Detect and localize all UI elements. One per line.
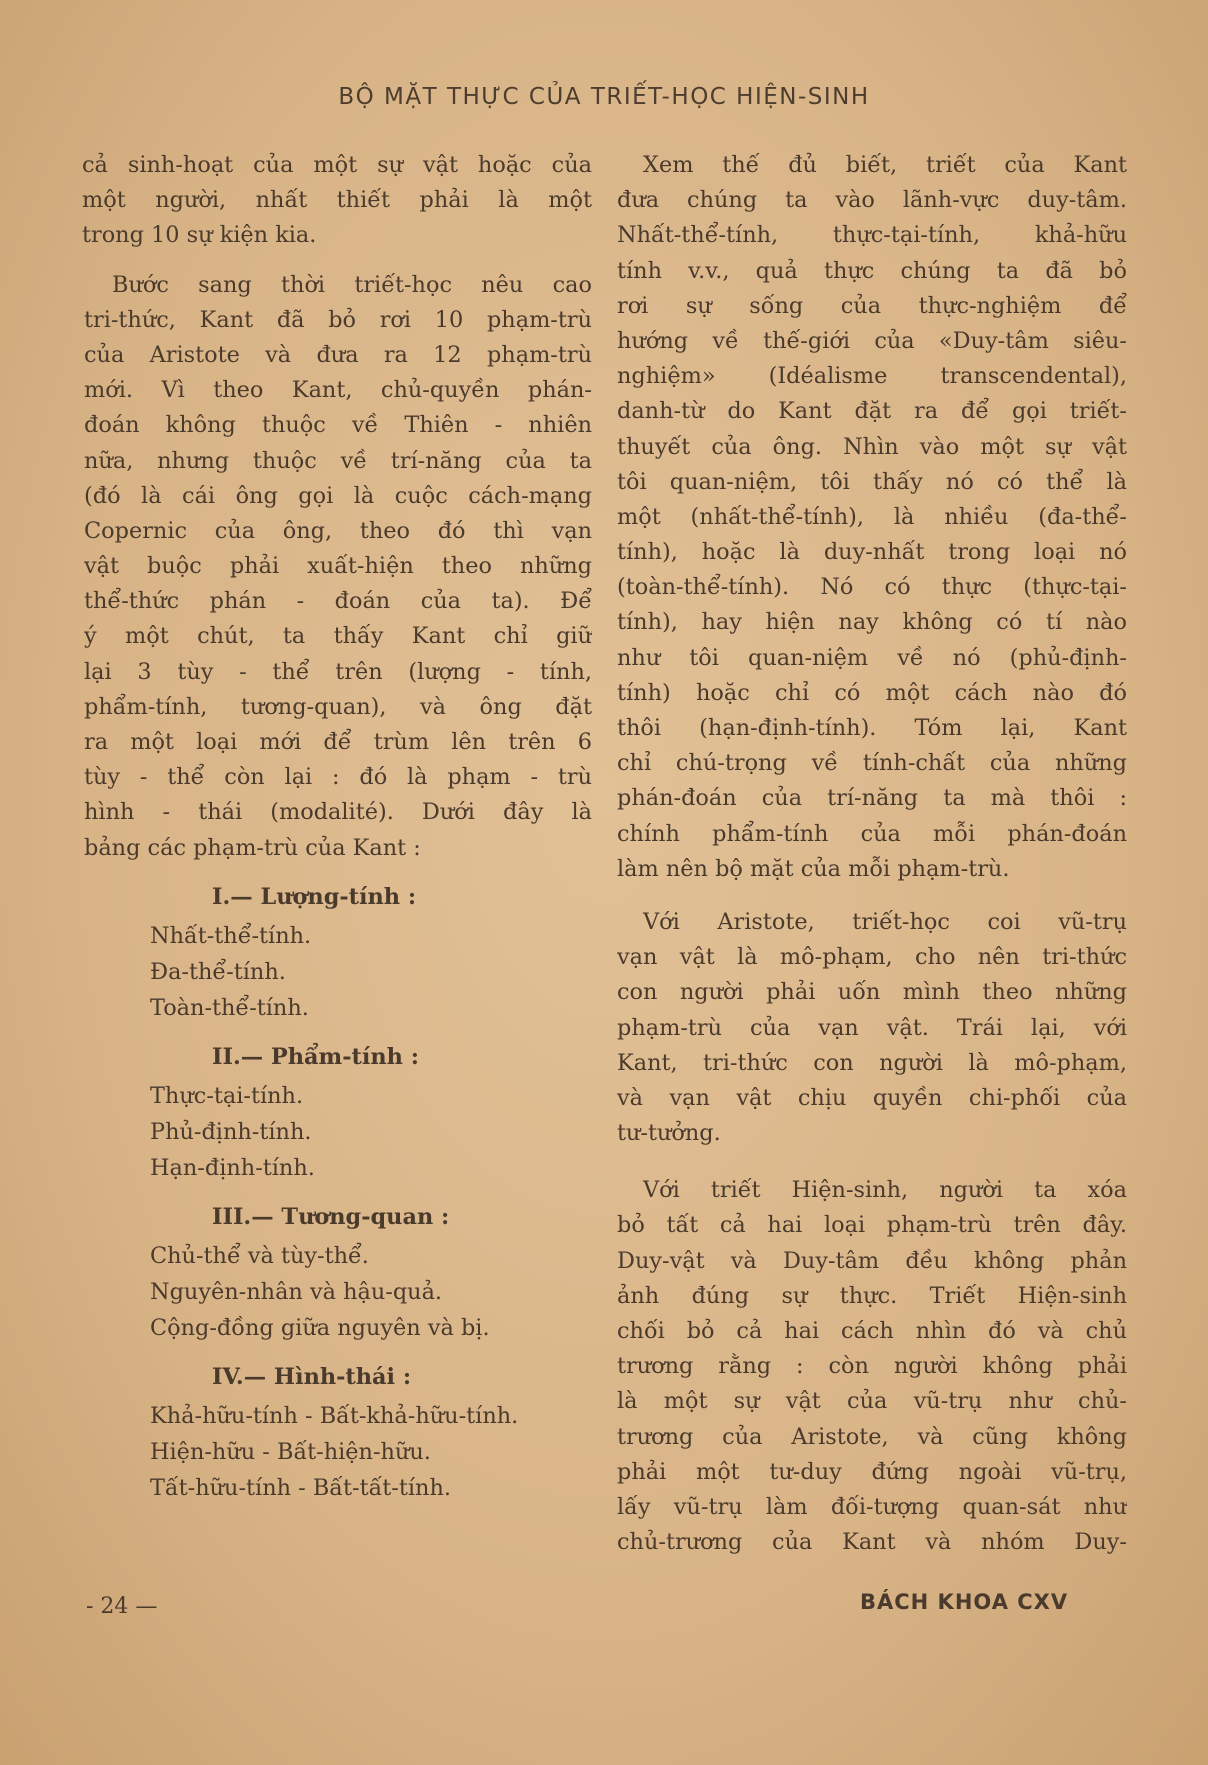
text-line: Copernic của ông, theo đó thì vạn — [84, 517, 592, 544]
category-item: Chủ-thể và tùy-thể. — [150, 1242, 369, 1269]
text-line: một (nhất-thể-tính), là nhiều (đa-thể- — [617, 503, 1127, 530]
text-line: tính), hoặc là duy-nhất trong loại nó — [617, 539, 1127, 566]
category-table — [82, 878, 592, 1506]
text-line: chỉ chú-trọng về tính-chất của những — [617, 750, 1127, 777]
text-line: hình - thái (modalité). Dưới đây là — [84, 799, 592, 826]
text-line: ảnh đúng sự thực. Triết Hiện-sinh — [617, 1282, 1127, 1309]
text-line: thể-thức phán - đoán của ta). Để — [84, 588, 592, 615]
text-line: tùy - thể còn lại : đó là phạm - trù — [84, 764, 592, 791]
text-line: lại 3 tùy - thể trên (lượng - tính, — [84, 658, 592, 685]
text-line: Kant, tri-thức con người là mô-phạm, — [617, 1049, 1127, 1076]
text-line: danh-từ do Kant đặt ra để gọi triết- — [617, 398, 1127, 425]
text-line: tri-thức, Kant đã bỏ rơi 10 phạm-trù — [84, 306, 592, 333]
category-item: Toàn-thể-tính. — [150, 994, 309, 1021]
right-column — [617, 148, 1127, 1560]
category-item: Tất-hữu-tính - Bất-tất-tính. — [150, 1474, 451, 1501]
text-line: thuyết của ông. Nhìn vào một sự vật — [617, 433, 1127, 460]
category-item: Khả-hữu-tính - Bất-khả-hữu-tính. — [150, 1402, 519, 1429]
text-line: Xem thế đủ biết, triết của Kant — [643, 152, 1127, 178]
text-line: bảng các phạm-trù của Kant : — [84, 834, 421, 861]
category-group — [82, 878, 592, 1026]
text-line: đoán không thuộc về Thiên - nhiên — [84, 412, 592, 439]
text-line: như tôi quan-niệm về nó (phủ-định- — [617, 644, 1127, 671]
category-item: Nhất-thể-tính. — [150, 922, 312, 949]
category-item: Đa-thể-tính. — [150, 958, 286, 985]
category-item: Phủ-định-tính. — [150, 1118, 312, 1145]
text-line: Duy-vật và Duy-tâm đều không phản — [617, 1247, 1127, 1274]
text-line: một người, nhất thiết phải là một — [82, 187, 592, 214]
text-line: Với Aristote, triết-học coi vũ-trụ — [643, 908, 1127, 935]
left-paragraph-1 — [82, 148, 592, 254]
right-paragraph-3 — [617, 1173, 1127, 1560]
text-line: chủ-trương của Kant và nhóm Duy- — [617, 1529, 1127, 1556]
text-line: tư-tưởng. — [617, 1120, 721, 1147]
category-group — [82, 1198, 592, 1346]
text-line: làm nên bộ mặt của mỗi phạm-trù. — [617, 855, 1010, 882]
text-line: vạn vật là mô-phạm, cho nên tri-thức — [617, 944, 1127, 971]
text-line: phẩm-tính, tương-quan), và ông đặt — [84, 693, 592, 720]
text-line: và vạn vật chịu quyền chi-phối của — [617, 1084, 1127, 1111]
text-line: chối bỏ cả hai cách nhìn đó và chủ — [617, 1318, 1127, 1345]
text-line: Với triết Hiện-sinh, người ta xóa — [643, 1177, 1127, 1204]
category-item: Hiện-hữu - Bất-hiện-hữu. — [150, 1438, 431, 1465]
running-header: BỘ MẶT THỰC CỦA TRIẾT-HỌC HIỆN-SINH — [338, 84, 870, 110]
text-line: rơi sự sống của thực-nghiệm để — [617, 292, 1127, 319]
text-line: ra một loại mới để trùm lên trên 6 — [84, 729, 592, 756]
text-line: phán-đoán của trí-năng ta mà thôi : — [617, 785, 1127, 812]
category-item: Nguyên-nhân và hậu-quả. — [150, 1278, 443, 1305]
text-line: mới. Vì theo Kant, chủ-quyền phán- — [84, 377, 592, 404]
text-line: cả sinh-hoạt của một sự vật hoặc của — [82, 152, 592, 178]
category-heading: I.— Lượng-tính : — [212, 883, 417, 910]
right-paragraph-2 — [617, 905, 1127, 1151]
left-paragraph-2 — [82, 268, 592, 866]
magazine-issue: BÁCH KHOA CXV — [860, 1590, 1069, 1614]
text-line: trong 10 sự kiện kia. — [82, 222, 317, 249]
text-line: ý một chút, ta thấy Kant chỉ giữ — [84, 623, 592, 650]
text-line: chính phẩm-tính của mỗi phán-đoán — [617, 820, 1127, 847]
text-line: thôi (hạn-định-tính). Tóm lại, Kant — [617, 715, 1127, 741]
text-line: trương rằng : còn người không phải — [617, 1353, 1127, 1380]
text-line: nghiệm» (Idéalisme transcendental), — [617, 363, 1127, 390]
text-line: hướng về thế-giới của «Duy-tâm siêu- — [617, 327, 1127, 354]
text-line: đưa chúng ta vào lãnh-vực duy-tâm. — [617, 187, 1127, 214]
text-line: (toàn-thể-tính). Nó có thực (thực-tại- — [617, 574, 1127, 601]
text-line: bỏ tất cả hai loại phạm-trù trên đây. — [617, 1212, 1127, 1239]
text-line: tính) hoặc chỉ có một cách nào đó — [617, 679, 1127, 706]
category-item: Thực-tại-tính. — [150, 1082, 304, 1109]
text-line: của Aristote và đưa ra 12 phạm-trù — [84, 341, 592, 368]
text-line: tính v.v., quả thực chúng ta đã bỏ — [617, 257, 1127, 284]
text-line: vật buộc phải xuất-hiện theo những — [84, 553, 592, 580]
text-line: tính), hay hiện nay không có tí nào — [617, 609, 1127, 636]
category-item: Cộng-đồng giữa nguyên và bị. — [150, 1314, 490, 1341]
page-number: - 24 — — [86, 1594, 158, 1619]
category-heading: III.— Tương-quan : — [212, 1203, 450, 1230]
text-line: lấy vũ-trụ làm đối-tượng quan-sát như — [617, 1493, 1127, 1520]
category-item: Hạn-định-tính. — [150, 1154, 315, 1181]
text-line: con người phải uốn mình theo những — [617, 979, 1127, 1006]
text-line: trương của Aristote, và cũng không — [617, 1423, 1127, 1450]
text-line: tôi quan-niệm, tôi thấy nó có thể là — [617, 468, 1127, 495]
text-line: Bước sang thời triết-học nêu cao — [112, 271, 592, 298]
text-line: Nhất-thể-tính, thực-tại-tính, khả-hữu — [617, 222, 1127, 249]
text-line: phạm-trù của vạn vật. Trái lại, với — [617, 1014, 1127, 1041]
category-group — [82, 1358, 592, 1506]
category-heading: IV.— Hình-thái : — [212, 1363, 412, 1390]
text-line: nữa, nhưng thuộc về trí-năng của ta — [84, 447, 592, 474]
category-group — [82, 1038, 592, 1186]
category-heading: II.— Phẩm-tính : — [212, 1043, 420, 1070]
right-paragraph-1 — [617, 148, 1127, 887]
left-column — [82, 148, 592, 1506]
text-line: là một sự vật của vũ-trụ như chủ- — [617, 1388, 1127, 1415]
text-line: phải một tư-duy đứng ngoài vũ-trụ, — [617, 1458, 1127, 1485]
text-line: (đó là cái ông gọi là cuộc cách-mạng — [84, 482, 592, 509]
